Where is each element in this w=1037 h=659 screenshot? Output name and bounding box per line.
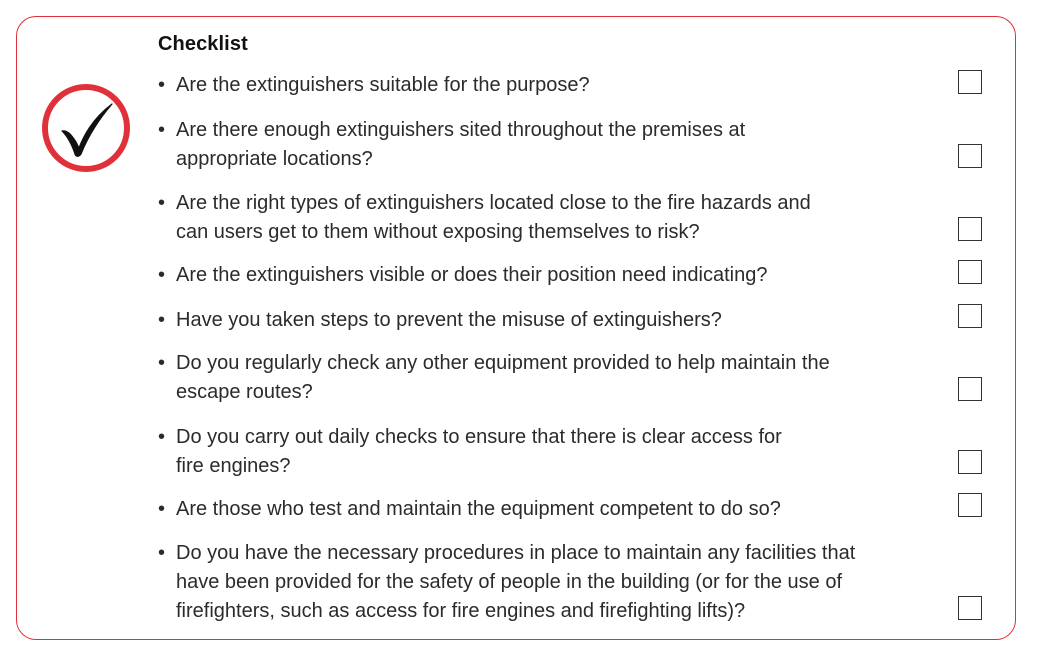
checkbox-item-4[interactable] bbox=[958, 260, 982, 284]
checklist-item bbox=[158, 71, 948, 100]
checklist-item bbox=[158, 306, 948, 335]
checklist-item-text: Are those who test and maintain the equipment competent to do so? bbox=[176, 498, 781, 520]
bullet: • bbox=[158, 119, 166, 141]
checkbox-item-8[interactable] bbox=[958, 493, 982, 517]
checkbox-item-7[interactable] bbox=[958, 450, 982, 474]
bullet: • bbox=[158, 264, 166, 286]
bullet: • bbox=[158, 498, 166, 520]
checkbox-item-2[interactable] bbox=[958, 144, 982, 168]
checklist-item-text: Are the extinguishers suitable for the purpose? bbox=[176, 74, 590, 96]
checklist-item-text: Are there enough extinguishers sited throughout the premises at appropriate locations? bbox=[176, 119, 746, 170]
checklist-item-text: Have you taken steps to prevent the misuse of extinguishers? bbox=[176, 309, 722, 331]
checklist-item bbox=[158, 116, 948, 174]
checkbox-item-6[interactable] bbox=[958, 377, 982, 401]
checkmark-circle-icon bbox=[40, 82, 132, 174]
checklist-item bbox=[158, 423, 948, 481]
checklist-title: Checklist bbox=[158, 33, 248, 55]
bullet: • bbox=[158, 309, 166, 331]
bullet: • bbox=[158, 192, 166, 214]
checklist-item-text: Do you have the necessary procedures in place to maintain any facilities that have been provided for the safety of people in the building (or for the use of firefighters, such as access for fire engines and firefighting lifts)? bbox=[176, 542, 856, 622]
checklist-item bbox=[158, 495, 948, 524]
checkbox-item-3[interactable] bbox=[958, 217, 982, 241]
bullet: • bbox=[158, 426, 166, 448]
bullet: • bbox=[158, 542, 166, 564]
checkbox-item-5[interactable] bbox=[958, 304, 982, 328]
checklist-item bbox=[158, 349, 948, 407]
checklist-item bbox=[158, 189, 948, 247]
checklist-item-text: Do you carry out daily checks to ensure that there is clear access for fire engines? bbox=[176, 426, 782, 477]
checklist-item-text: Are the extinguishers visible or does their position need indicating? bbox=[176, 264, 768, 286]
checklist-item-text: Are the right types of extinguishers located close to the fire hazards and can users get to them without exposing themselves to risk? bbox=[176, 192, 811, 243]
checklist-item bbox=[158, 261, 948, 290]
bullet: • bbox=[158, 74, 166, 96]
checklist-item bbox=[158, 539, 948, 626]
bullet: • bbox=[158, 352, 166, 374]
checkbox-item-9[interactable] bbox=[958, 596, 982, 620]
checkbox-item-1[interactable] bbox=[958, 70, 982, 94]
checklist-item-text: Do you regularly check any other equipment provided to help maintain the escape routes? bbox=[176, 352, 830, 403]
